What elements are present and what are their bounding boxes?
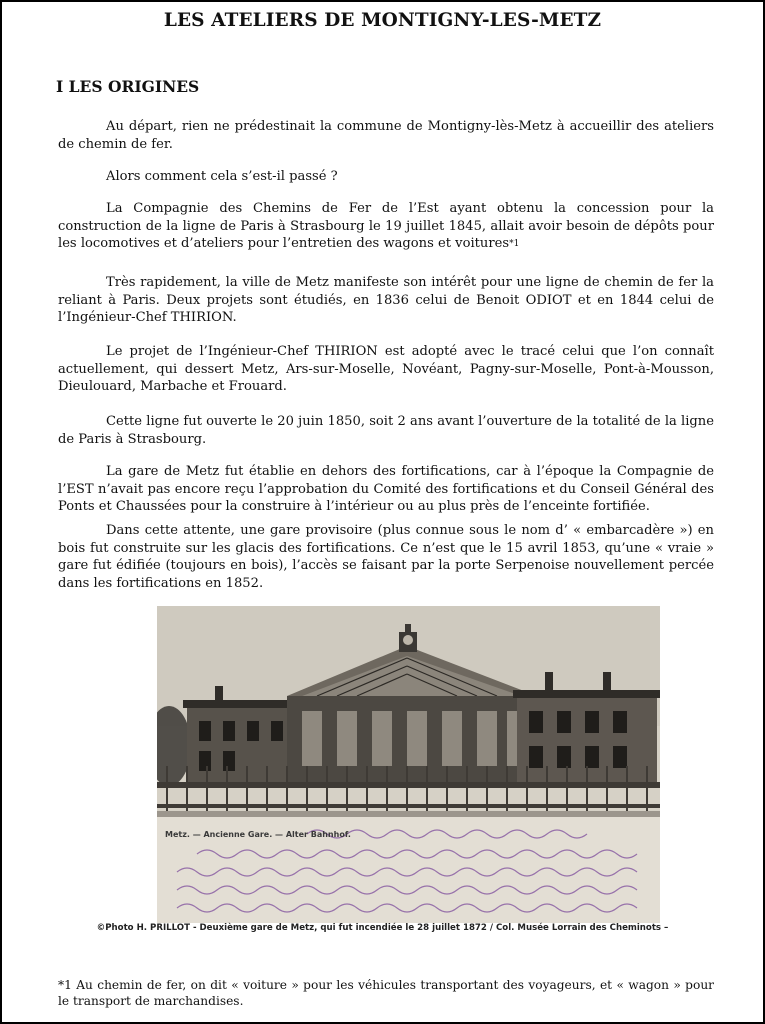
paragraph-3-text: La Compagnie des Chemins de Fer de l’Est ayant obtenu la concession pour la construction de la ligne de Paris à Strasbourg le 19 juillet 1845, allait avoir besoin de dépôts pour les locomotives et d’ateliers pour l’entretien des wagons et voitures xyxy=(58,201,714,252)
section-heading: I LES ORIGINES xyxy=(56,77,200,96)
page-title: LES ATELIERS DE MONTIGNY-LES-METZ xyxy=(163,10,602,31)
paragraph-3 xyxy=(58,200,714,254)
photo-caption: ©Photo H. PRILLOT - Deuxième gare de Metz, qui fut incendiée le 28 juillet 1872 / Col. Musée Lorrain des Cheminots – xyxy=(96,923,669,933)
paragraph-7: La gare de Metz fut établie en dehors des fortifications, car à l’époque la Compagnie de l’EST n’avait pas encore reçu l’approbation du Comité des fortifications et du Conseil Général des Ponts et Chaussées pour la construire à l’intérieur ou au plus près de l’enceinte fortifiée. xyxy=(58,464,714,515)
footnote-ref[interactable]: *1 xyxy=(509,239,520,250)
paragraph-1: Au départ, rien ne prédestinait la commune de Montigny-lès-Metz à accueillir des ateliers de chemin de fer. xyxy=(58,119,714,152)
paragraph-2: Alors comment cela s’est-il passé ? xyxy=(106,169,338,184)
station-photo xyxy=(157,606,660,923)
station-illustration xyxy=(157,606,660,923)
paragraph-8: Dans cette attente, une gare provisoire (plus connue sous le nom d’ « embarcadère ») en bois fut construite sur les glacis des fortifications. Ce n’est que le 15 avril 1853, qu’une « vraie » gare fut édifiée (toujours en bois), l’accès se faisant par la porte Serpenoise nouvellement percée dans les fortifications en 1852. xyxy=(58,523,714,591)
paragraph-5: Le projet de l’Ingénieur-Chef THIRION est adopté avec le tracé celui que l’on connaît actuellement, qui dessert Metz, Ars-sur-Moselle, Novéant, Pagny-sur-Moselle, Pont-à-Mousson, Dieulouard, Marbache et Frouard. xyxy=(58,344,714,395)
footnote: *1 Au chemin de fer, on dit « voiture » pour les véhicules transportant des voyageurs, et « wagon » pour le transport de marchandises. xyxy=(58,978,714,1008)
postcard-label: Metz. — Ancienne Gare. — Alter Bahnhof. xyxy=(165,830,351,839)
paragraph-4: Très rapidement, la ville de Metz manifeste son intérêt pour une ligne de chemin de fer la reliant à Paris. Deux projets sont étudiés, en 1836 celui de Benoit ODIOT et en 1844 celui de l’Ingénieur-Chef THIRION. xyxy=(58,275,714,326)
paragraph-6: Cette ligne fut ouverte le 20 juin 1850, soit 2 ans avant l’ouverture de la totalité de la ligne de Paris à Strasbourg. xyxy=(58,414,714,447)
